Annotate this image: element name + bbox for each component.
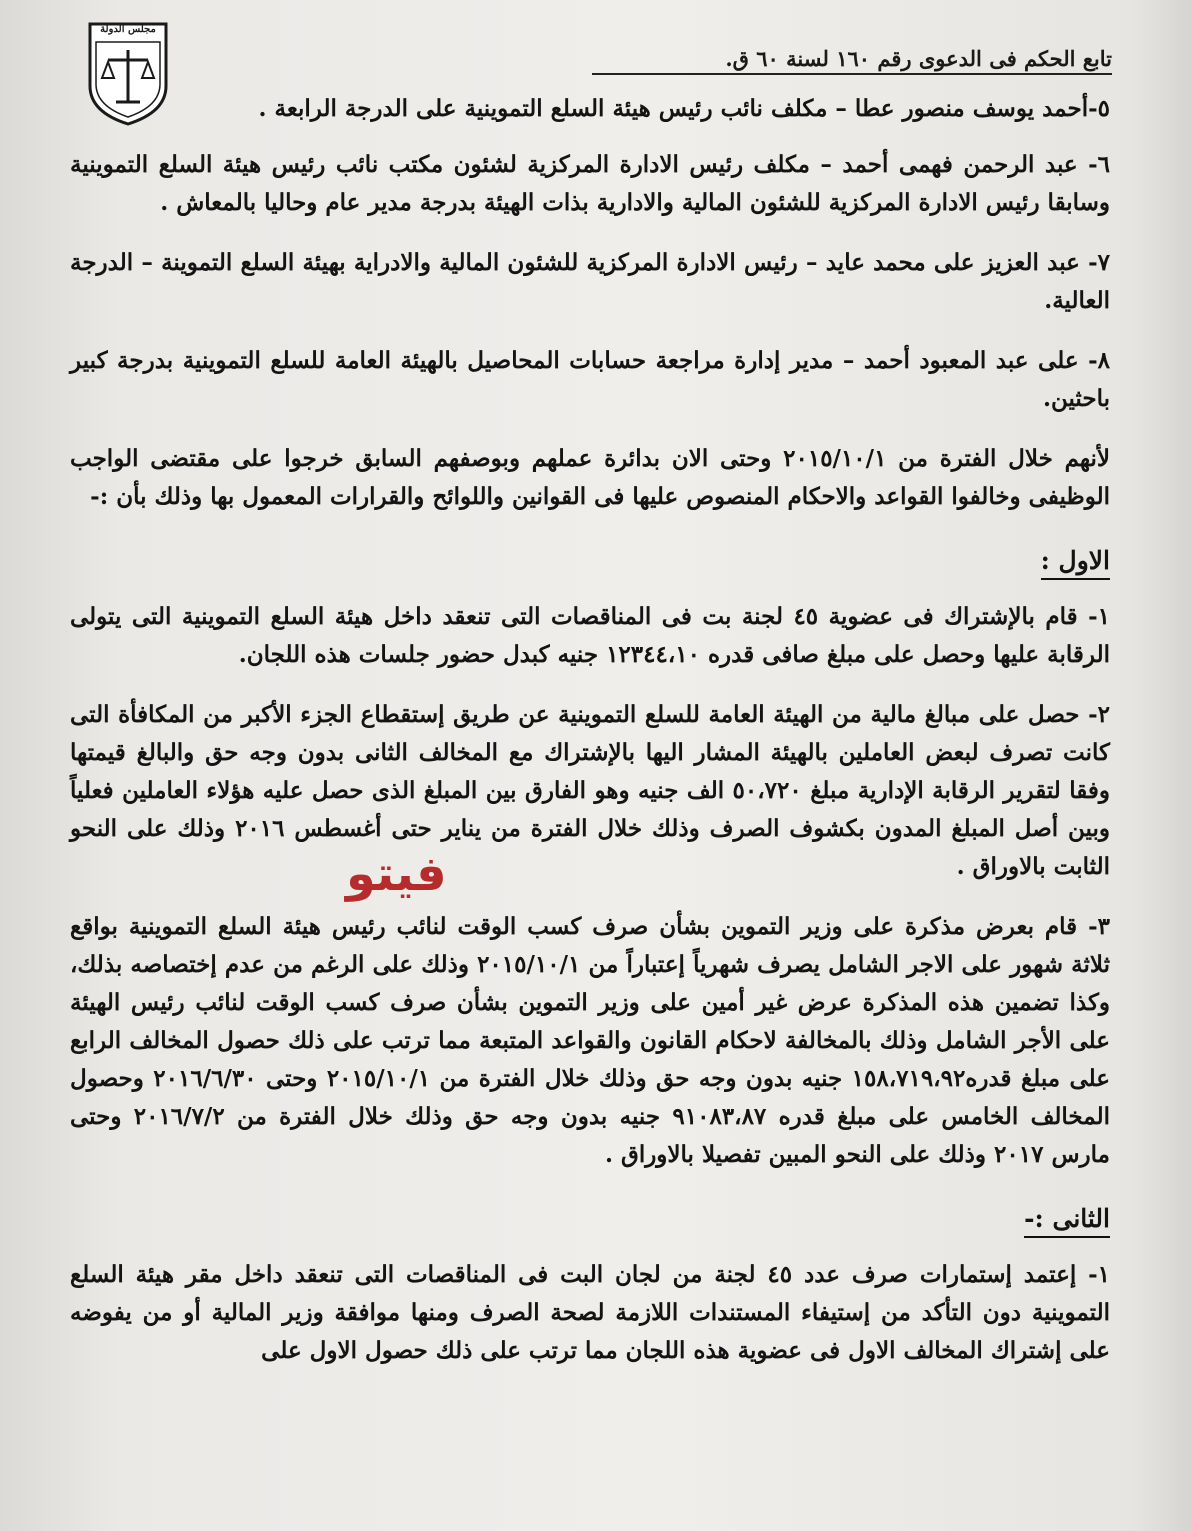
- logo-text: مجلس الدولة: [100, 24, 156, 35]
- section-heading-second: الثانى :-: [1024, 1202, 1110, 1238]
- page-edge-shadow: [1132, 0, 1192, 1531]
- paragraph-item-7: ٧- عبد العزيز على محمد عايد – رئيس الادارة المركزية للشئون المالية والادراية بهيئة السلع التموينة – الدرجة العالية.: [70, 249, 1110, 314]
- section-heading-first: الاول :: [1041, 544, 1110, 580]
- watermark-logo: فيتو: [346, 846, 447, 902]
- first-item-1: ١- قام بالإشتراك فى عضوية ٤٥ لجنة بت فى المناقصات التى تنعقد داخل هيئة السلع التموينية التى يتولى الرقابة عليها وحصل على مبلغ صافى قدره ١٢٣٤٤،١٠ جنيه كبدل حضور جلسات هذه اللجان.: [70, 603, 1110, 668]
- second-item-1: ١- إعتمد إستمارات صرف عدد ٤٥ لجنة من لجان البت فى المناقصات التى تنعقد داخل مقر هيئة السلع التموينية دون التأكد من إستيفاء المستندات اللازمة لصحة الصرف ومنها موافقة وزير المالية أو من يفوضه على إشتراك المخالف الاول فى عضوية هذه اللجان مما ترتب على ذلك حصول الاول على: [70, 1261, 1110, 1364]
- first-item-3: ٣- قام بعرض مذكرة على وزير التموين بشأن صرف كسب الوقت لنائب رئيس هيئة السلع التموينية بواقع ثلاثة شهور على الاجر الشامل يصرف شهرياً إعتباراً من ٢٠١٥/١٠/١ وذلك على الرغم من عدم إختصاصه بذلك، وكذا تضمين هذه المذكرة عرض غير أمين على وزير التموين بشأن صرف كسب الوقت لنائب رئيس الهيئة على الأجر الشامل وذلك بالمخالفة لاحكام القانون والقواعد المتبعة مما ترتب على ذلك حصول المخالف الرابع على مبلغ قدره١٥٨،٧١٩،٩٢ جنيه بدون وجه حق وذلك خلال الفترة من ٢٠١٥/١٠/١ وحتى ٢٠١٦/٦/٣٠ وحصول المخالف الخامس على مبلغ قدره ٩١٠٨٣،٨٧ جنيه بدون وجه حق وذلك خلال الفترة من ٢٠١٦/٧/٢ وحتى مارس ٢٠١٧ وذلك على النحو المبين تفصيلا بالاوراق .: [70, 913, 1110, 1168]
- document-body: [70, 90, 1110, 1392]
- paragraph-item-5: ٥-أحمد يوسف منصور عطا – مكلف نائب رئيس هيئة السلع التموينية على الدرجة الرابعة .: [258, 95, 1110, 122]
- first-item-2: ٢- حصل على مبالغ مالية من الهيئة العامة للسلع التموينية عن طريق إستقطاع الجزء الأكبر من المكافأة التى كانت تصرف لبعض العاملين بالهيئة المشار اليها بالإشتراك مع المخالف الثانى بدون وجه حق والبالغ قيمتها وفقا لتقرير الرقابة الإدارية مبلغ ٥٠،٧٢٠ الف جنيه وهو الفارق بين المبلغ الذى حصل عليه هؤلاء العاملين فعلياً وبين أصل المبلغ المدون بكشوف الصرف وذلك خلال الفترة من يناير حتى أغسطس ٢٠١٦ وذلك على النحو الثابت بالاوراق .: [70, 701, 1110, 880]
- paragraph-charges-intro: لأنهم خلال الفترة من ٢٠١٥/١٠/١ وحتى الان بدائرة عملهم وبوصفهم السابق خرجوا على مقتضى الواجب الوظيفى وخالفوا القواعد والاحكام المنصوص عليها فى القوانين واللوائح والقرارات المعمول بها وذلك بأن :-: [70, 445, 1110, 510]
- paragraph-item-8: ٨- على عبد المعبود أحمد – مدير إدارة مراجعة حسابات المحاصيل بالهيئة العامة للسلع التموينية بدرجة كبير باحثين.: [70, 347, 1110, 412]
- paragraph-item-6: ٦- عبد الرحمن فهمى أحمد – مكلف رئيس الادارة المركزية لشئون مكتب نائب رئيس هيئة السلع التموينية وسابقا رئيس الادارة المركزية للشئون المالية والادارية بذات الهيئة بدرجة مدير عام وحاليا بالمعاش .: [70, 151, 1110, 216]
- case-header: تابع الحكم فى الدعوى رقم ١٦٠ لسنة ٦٠ ق.: [592, 46, 1112, 75]
